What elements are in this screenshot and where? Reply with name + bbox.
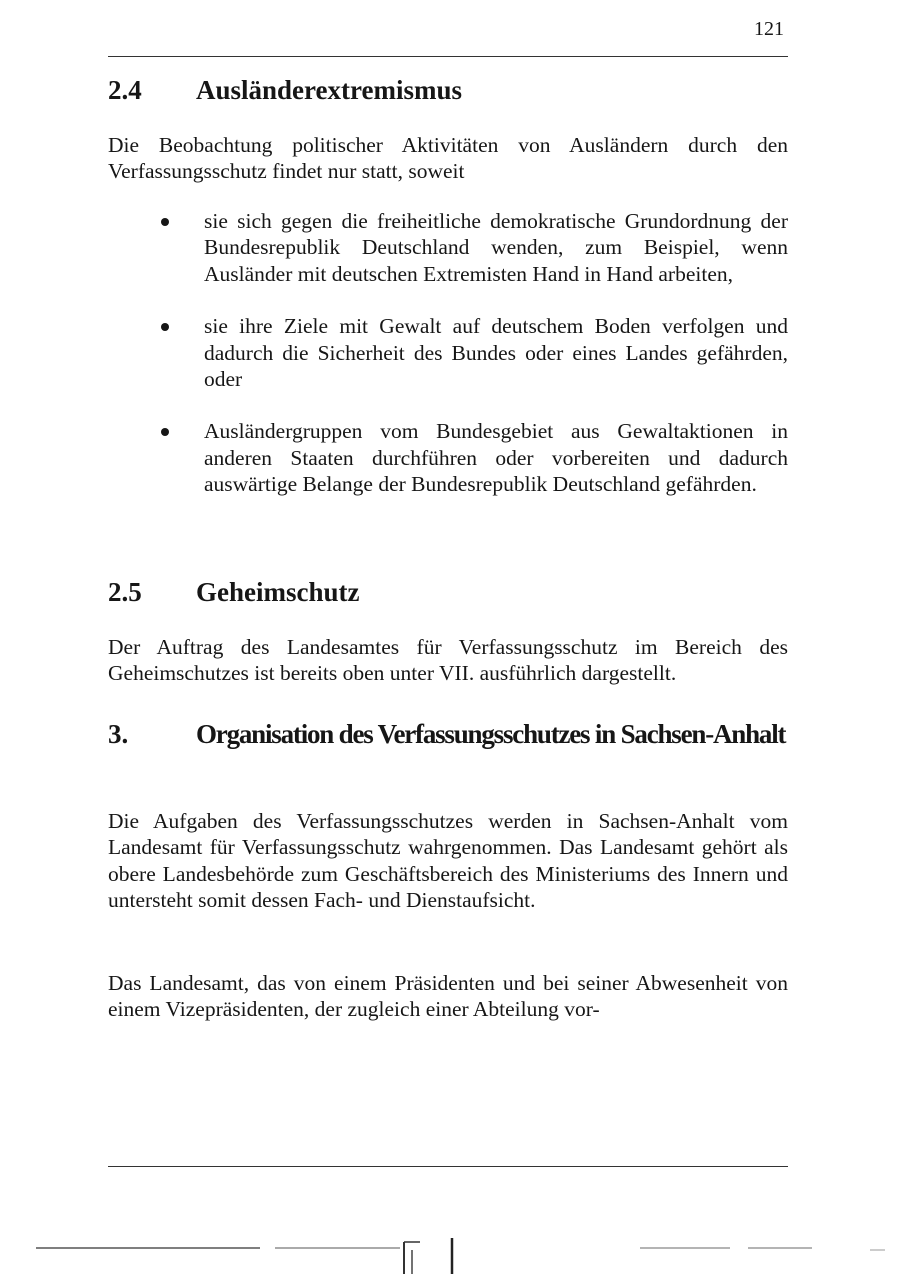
paragraph: Der Auftrag des Landesamtes für Verfassungsschutz im Bereich des Geheimschutzes ist bereits oben unter VII. ausführlich dargestellt. — [108, 635, 788, 686]
list-item-text: Ausländergruppen vom Bundesgebiet aus Gewaltaktionen in anderen Staaten durchführen oder vorbereiten und dadurch auswärtige Belange der Bundesrepublik Deutschland gefährden. — [204, 419, 788, 497]
scan-artifact-marks — [0, 1220, 900, 1274]
section-number: 3. — [108, 719, 129, 749]
section-title: Organisation des Verfassungsschutzes in Sachsen-Anhalt — [196, 719, 786, 749]
bullet-list — [108, 208, 788, 498]
paragraph: Die Aufgaben des Verfassungsschutzes werden in Sachsen-Anhalt vom Landesamt für Verfassungsschutz wahrgenommen. Das Landesamt gehört als obere Landesbehörde zum Geschäftsbereich des Ministeriums des Innern und untersteht somit dessen Fach- und Dienstaufsicht. — [108, 809, 788, 913]
header-rule — [108, 56, 788, 57]
list-item — [108, 418, 788, 497]
list-item — [108, 208, 788, 287]
section-number: 2.5 — [108, 577, 142, 607]
section-title: Geheimschutz — [196, 577, 360, 607]
section-title: Ausländerextremismus — [196, 75, 463, 105]
list-item-text: sie sich gegen die freiheitliche demokratische Grundordnung der Bundesrepublik Deutschland wenden, zum Beispiel, wenn Ausländer mit deutschen Extremisten Hand in Hand arbeiten, — [204, 209, 788, 286]
section-number: 2.4 — [108, 75, 142, 105]
page-number: 121 — [754, 18, 784, 40]
list-item-text: sie ihre Ziele mit Gewalt auf deutschem Boden verfolgen und dadurch die Sicherheit des Bundes oder eines Landes gefährden, oder — [204, 314, 788, 392]
paragraph: Das Landesamt, das von einem Präsidenten und bei seiner Abwesenheit von einem Vizepräsidenten, der zugleich einer Abteilung vor- — [108, 971, 788, 1022]
section-intro-paragraph: Die Beobachtung politischer Aktivitäten von Ausländern durch den Verfassungsschutz findet nur statt, soweit — [108, 133, 788, 184]
bullet-icon — [161, 428, 169, 436]
list-item — [108, 313, 788, 392]
bullet-icon — [161, 218, 169, 226]
bullet-icon — [161, 323, 169, 331]
footer-rule — [108, 1166, 788, 1167]
